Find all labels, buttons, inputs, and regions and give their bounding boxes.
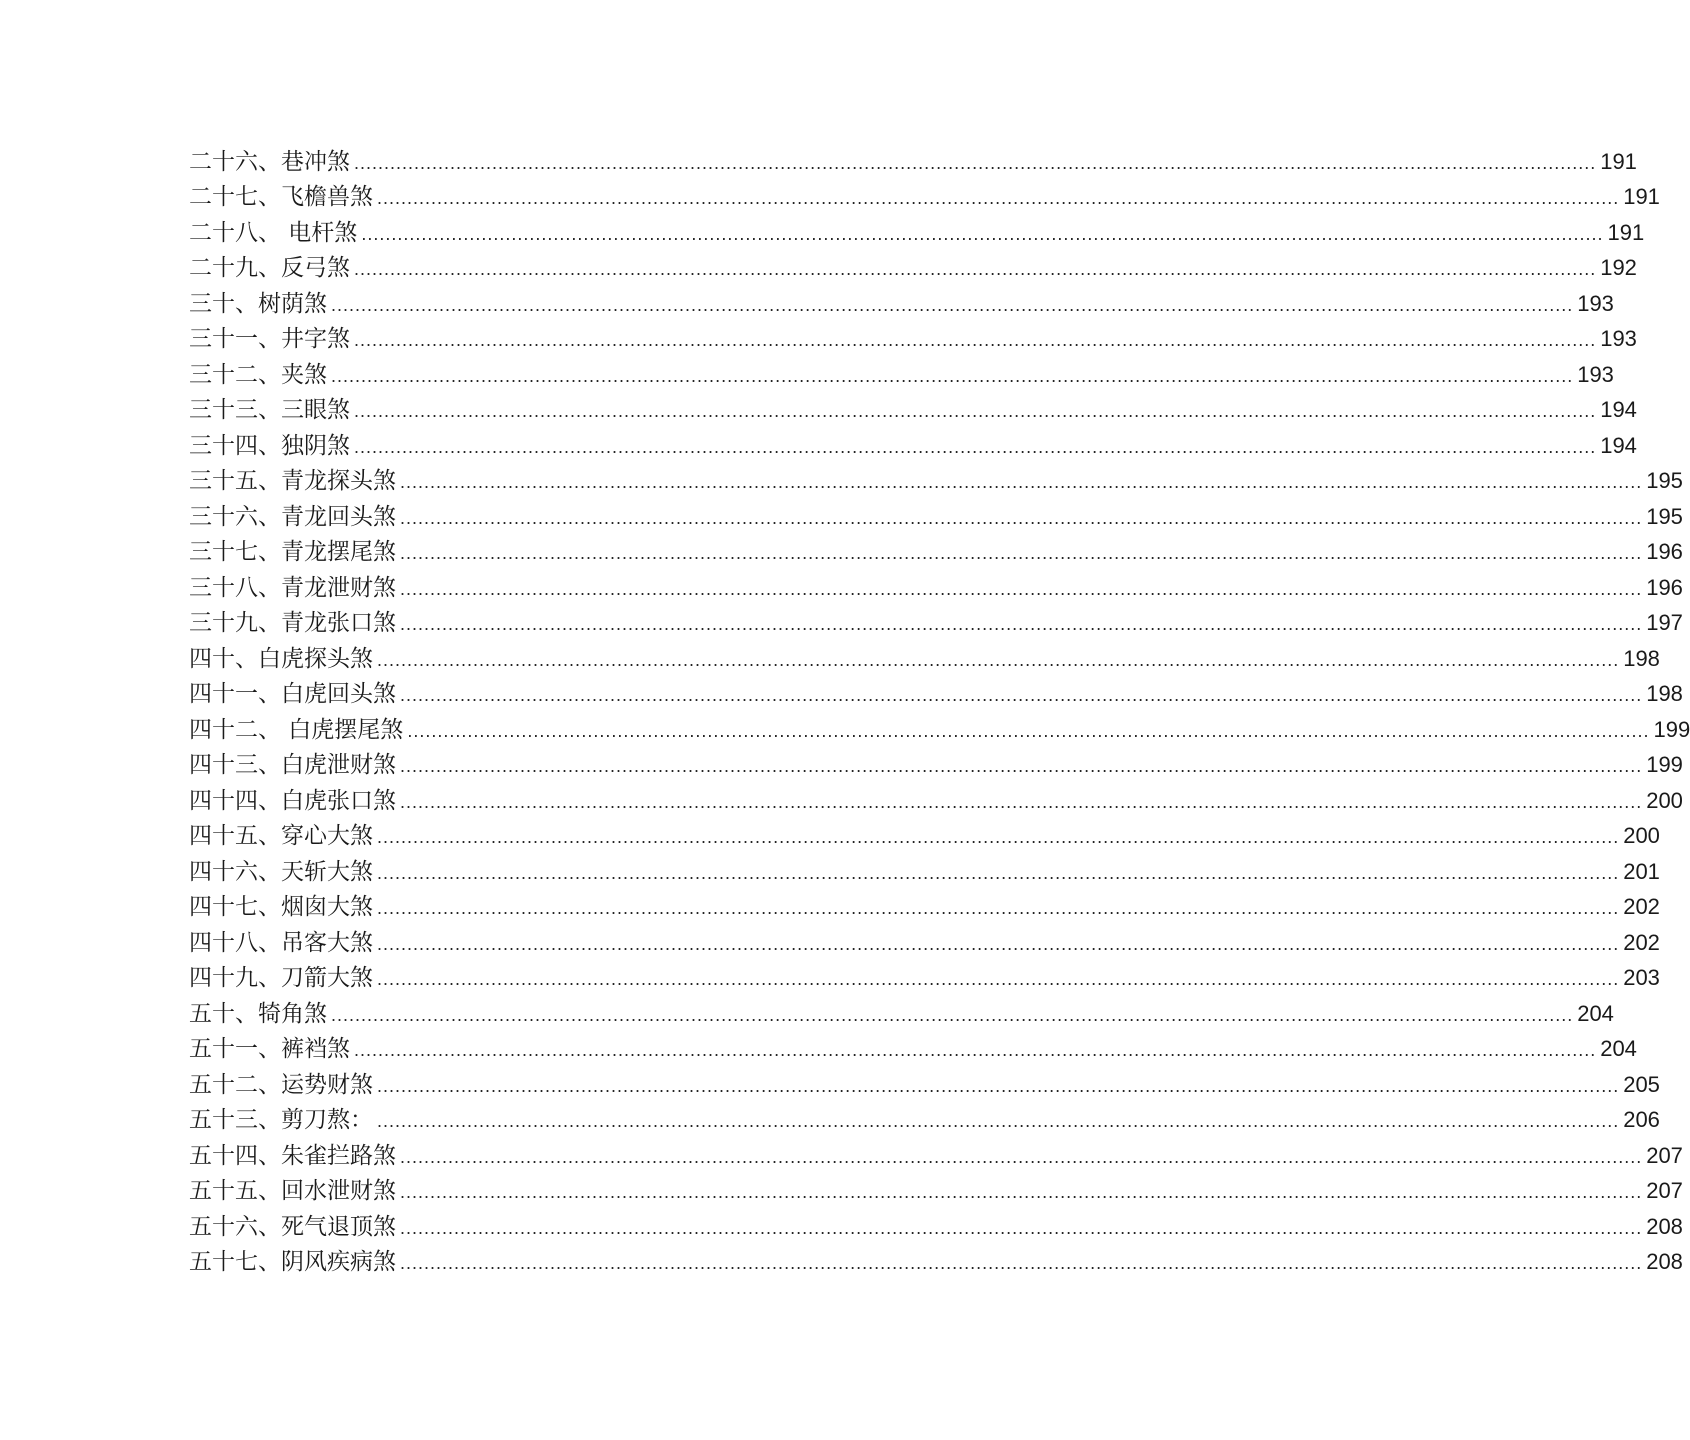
toc-entry-page-number: 194: [1600, 432, 1637, 458]
toc-entry[interactable]: [189, 709, 1690, 745]
toc-entry[interactable]: [189, 319, 1637, 355]
toc-dot-leader: ...............................................................................................................................................................................................................: [400, 791, 1643, 812]
toc-entry-page-number: 195: [1646, 468, 1683, 493]
toc-entry-page-number: 202: [1623, 894, 1660, 919]
toc-entry-title: 四十九、刀箭大煞: [189, 965, 373, 991]
toc-dot-leader: ...............................................................................................................................................................................................................: [354, 1040, 1597, 1060]
toc-entry-title: 五十五、回水泄财煞: [189, 1178, 396, 1204]
toc-entry[interactable]: [189, 461, 1683, 497]
toc-entry-title: 五十、犄角煞: [189, 1000, 327, 1027]
toc-entry-title: 三十六、青龙回头煞: [189, 503, 396, 530]
toc-entry[interactable]: [189, 248, 1637, 284]
toc-entry-title: 三十一、井字煞: [189, 326, 350, 352]
toc-entry-title: 五十四、朱雀拦路煞: [189, 1142, 396, 1169]
toc-entry-page-number: 191: [1607, 219, 1645, 245]
toc-entry-page-number: 193: [1577, 361, 1614, 387]
toc-dot-leader: ...............................................................................................................................................................................................................: [377, 188, 1620, 208]
toc-entry-page-number: 195: [1646, 503, 1683, 529]
toc-entry[interactable]: [189, 567, 1683, 603]
toc-entry-page-number: 197: [1646, 610, 1683, 635]
toc-entry-page-number: 207: [1646, 1142, 1683, 1168]
toc-entry-page-number: 198: [1623, 645, 1660, 671]
toc-entry[interactable]: [189, 390, 1637, 426]
toc-dot-leader: ...............................................................................................................................................................................................................: [377, 862, 1620, 883]
toc-dot-leader: ...............................................................................................................................................................................................................: [400, 543, 1643, 563]
toc-entry-page-number: 191: [1600, 148, 1637, 174]
toc-entry-title: 四十五、穿心大煞: [189, 823, 373, 849]
toc-dot-leader: ...............................................................................................................................................................................................................: [400, 1182, 1643, 1202]
toc-entry-page-number: 206: [1623, 1107, 1660, 1132]
toc-entry-title: 四十四、白虎张口煞: [189, 787, 396, 814]
toc-entry-page-number: 208: [1646, 1249, 1683, 1274]
toc-entry-title: 三十、树荫煞: [189, 290, 327, 317]
toc-entry-page-number: 204: [1600, 1036, 1637, 1061]
toc-entry[interactable]: [189, 922, 1660, 958]
toc-entry[interactable]: [189, 1100, 1660, 1136]
toc-dot-leader: ...............................................................................................................................................................................................................: [400, 578, 1643, 599]
toc-entry-title: 四十六、天斩大煞: [189, 858, 373, 885]
toc-entry[interactable]: [189, 425, 1637, 461]
toc-entry[interactable]: [189, 851, 1660, 887]
toc-entry[interactable]: [189, 1029, 1637, 1065]
toc-entry[interactable]: [189, 1064, 1660, 1100]
toc-dot-leader: ...............................................................................................................................................................................................................: [331, 365, 1574, 386]
toc-dot-leader: ...............................................................................................................................................................................................................: [400, 1217, 1643, 1238]
toc-dot-leader: ...............................................................................................................................................................................................................: [331, 294, 1574, 315]
toc-dot-leader: ...............................................................................................................................................................................................................: [400, 685, 1643, 705]
toc-entry-page-number: 194: [1600, 397, 1637, 422]
toc-entry[interactable]: [189, 1242, 1683, 1278]
toc-entry-title: 四十、白虎探头煞: [189, 645, 373, 672]
toc-entry[interactable]: [189, 958, 1660, 994]
toc-entry[interactable]: [189, 532, 1683, 568]
toc-dot-leader: ...............................................................................................................................................................................................................: [400, 1253, 1643, 1273]
toc-entry-title: 五十三、剪刀熬：: [189, 1107, 373, 1133]
toc-entry[interactable]: [189, 780, 1683, 816]
toc-entry-title: 二十七、飞檐兽煞: [189, 184, 373, 210]
table-of-contents: [189, 141, 1690, 1277]
toc-dot-leader: ...............................................................................................................................................................................................................: [354, 152, 1597, 173]
toc-entry-title: 二十九、反弓煞: [189, 255, 350, 281]
toc-entry[interactable]: [189, 993, 1614, 1029]
toc-entry-page-number: 193: [1600, 326, 1637, 351]
toc-entry-title: 五十六、死气退顶煞: [189, 1213, 396, 1240]
toc-entry-title: 三十三、三眼煞: [189, 397, 350, 423]
toc-entry-title: 五十二、运势财煞: [189, 1071, 373, 1098]
toc-entry[interactable]: [189, 887, 1660, 923]
toc-entry-page-number: 199: [1646, 752, 1683, 777]
toc-entry-page-number: 193: [1577, 290, 1614, 316]
toc-entry-title: 三十四、独阴煞: [189, 432, 350, 459]
toc-dot-leader: ...............................................................................................................................................................................................................: [407, 720, 1650, 741]
toc-entry-page-number: 208: [1646, 1213, 1683, 1239]
toc-entry-page-number: 204: [1577, 1000, 1614, 1026]
toc-entry-title: 五十一、裤裆煞: [189, 1036, 350, 1062]
toc-entry-title: 五十七、阴风疾病煞: [189, 1249, 396, 1275]
toc-dot-leader: ...............................................................................................................................................................................................................: [361, 223, 1604, 244]
toc-dot-leader: ...............................................................................................................................................................................................................: [377, 1111, 1620, 1131]
toc-entry[interactable]: [189, 638, 1660, 674]
toc-entry-title: 四十七、烟囱大煞: [189, 894, 373, 920]
toc-entry[interactable]: [189, 212, 1645, 248]
toc-dot-leader: ...............................................................................................................................................................................................................: [400, 756, 1643, 776]
toc-dot-leader: ...............................................................................................................................................................................................................: [354, 330, 1597, 350]
toc-entry-page-number: 205: [1623, 1071, 1660, 1097]
toc-entry-title: 二十八、 电杆煞: [189, 219, 358, 246]
toc-entry-title: 二十六、巷冲煞: [189, 148, 350, 175]
toc-dot-leader: ...............................................................................................................................................................................................................: [354, 401, 1597, 421]
toc-entry-page-number: 202: [1623, 929, 1660, 955]
toc-entry-page-number: 199: [1653, 716, 1690, 742]
toc-entry-title: 三十五、青龙探头煞: [189, 468, 396, 494]
toc-dot-leader: ...............................................................................................................................................................................................................: [377, 827, 1620, 847]
toc-dot-leader: ...............................................................................................................................................................................................................: [400, 1146, 1643, 1167]
toc-dot-leader: ...............................................................................................................................................................................................................: [354, 436, 1597, 457]
toc-entry-title: 三十九、青龙张口煞: [189, 610, 396, 636]
toc-dot-leader: ...............................................................................................................................................................................................................: [354, 259, 1597, 279]
toc-entry-title: 四十八、吊客大煞: [189, 929, 373, 956]
toc-entry-page-number: 203: [1623, 965, 1660, 990]
toc-entry-title: 四十二、 白虎摆尾煞: [189, 716, 404, 743]
toc-dot-leader: ...............................................................................................................................................................................................................: [377, 933, 1620, 954]
toc-dot-leader: ...............................................................................................................................................................................................................: [377, 649, 1620, 670]
toc-dot-leader: ...............................................................................................................................................................................................................: [377, 898, 1620, 918]
toc-entry-page-number: 196: [1646, 574, 1683, 600]
toc-entry-title: 三十八、青龙泄财煞: [189, 574, 396, 601]
toc-entry[interactable]: [189, 1135, 1683, 1171]
toc-dot-leader: ...............................................................................................................................................................................................................: [331, 1004, 1574, 1025]
toc-entry-page-number: 201: [1623, 858, 1660, 884]
toc-dot-leader: ...............................................................................................................................................................................................................: [400, 472, 1643, 492]
toc-entry[interactable]: [189, 816, 1660, 852]
toc-entry[interactable]: [189, 745, 1683, 781]
toc-entry[interactable]: [189, 603, 1683, 639]
toc-entry[interactable]: [189, 1171, 1683, 1207]
toc-entry[interactable]: [189, 496, 1683, 532]
toc-entry-title: 四十三、白虎泄财煞: [189, 752, 396, 778]
toc-entry-title: 四十一、白虎回头煞: [189, 681, 396, 707]
toc-entry[interactable]: [189, 674, 1683, 710]
toc-entry-title: 三十七、青龙摆尾煞: [189, 539, 396, 565]
toc-entry-page-number: 207: [1646, 1178, 1683, 1203]
toc-entry[interactable]: [189, 177, 1660, 213]
toc-entry[interactable]: [189, 354, 1614, 390]
toc-entry-page-number: 191: [1623, 184, 1660, 209]
toc-entry[interactable]: [189, 283, 1614, 319]
toc-dot-leader: ...............................................................................................................................................................................................................: [400, 507, 1643, 528]
toc-entry[interactable]: [189, 141, 1637, 177]
toc-dot-leader: ...............................................................................................................................................................................................................: [377, 1075, 1620, 1096]
toc-entry-page-number: 198: [1646, 681, 1683, 706]
toc-entry-page-number: 200: [1646, 787, 1683, 813]
toc-entry-page-number: 192: [1600, 255, 1637, 280]
toc-entry-page-number: 200: [1623, 823, 1660, 848]
toc-dot-leader: ...............................................................................................................................................................................................................: [400, 614, 1643, 634]
toc-dot-leader: ...............................................................................................................................................................................................................: [377, 969, 1620, 989]
toc-entry-title: 三十二、夹煞: [189, 361, 327, 388]
toc-entry[interactable]: [189, 1206, 1683, 1242]
toc-entry-page-number: 196: [1646, 539, 1683, 564]
